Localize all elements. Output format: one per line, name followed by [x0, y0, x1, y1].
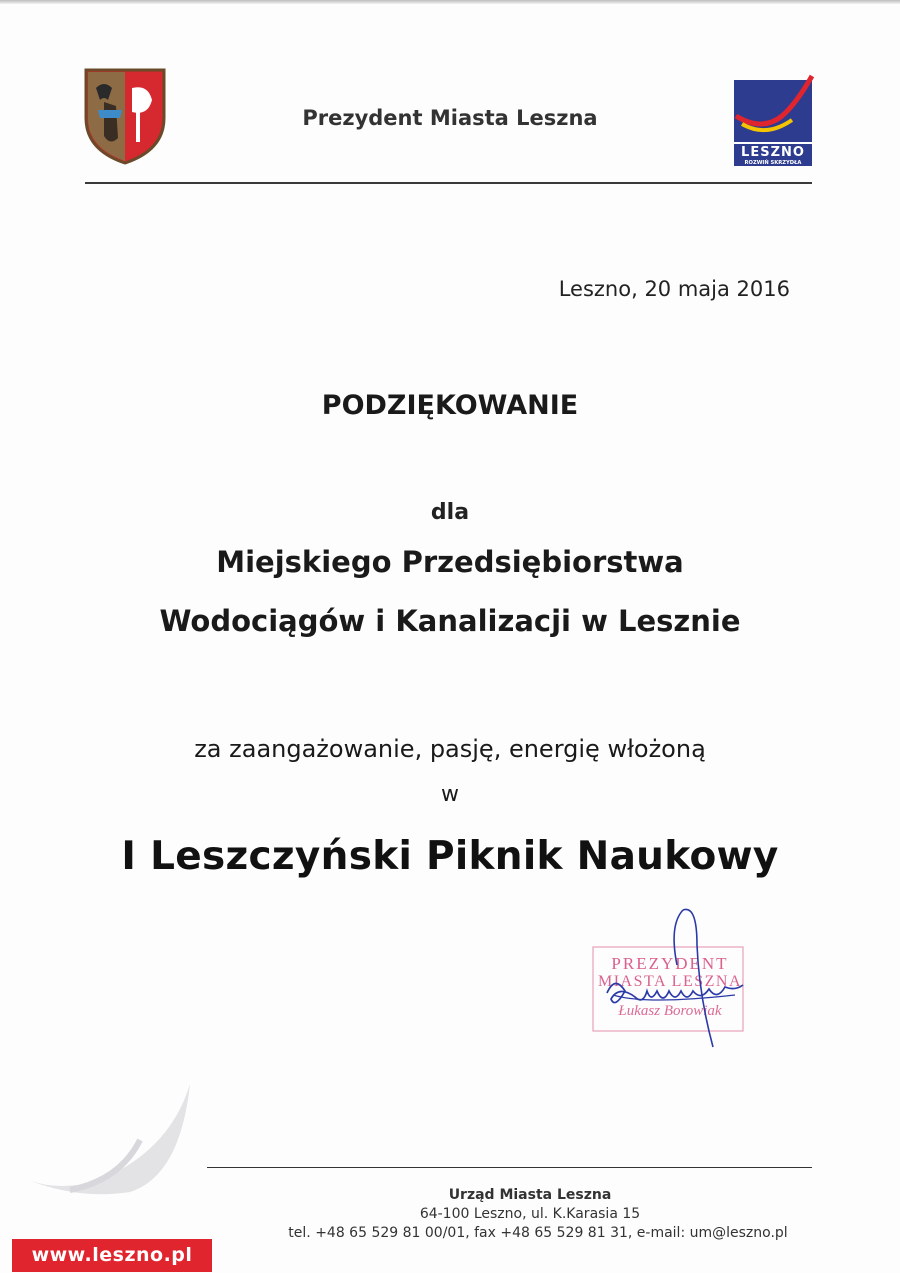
coat-of-arms-icon: [82, 66, 168, 166]
document-title: PODZIĘKOWANIE: [321, 390, 579, 421]
recipient-line-1: Miejskiego Przedsiębiorstwa: [216, 545, 684, 579]
footer-office-name: Urząd Miasta Leszna: [448, 1187, 612, 1203]
stamp-line-3: Łukasz Borowiak: [618, 1003, 722, 1019]
recipient-line-2: Wodociągów i Kanalizacji w Lesznie: [159, 604, 741, 638]
wing-watermark: [20, 1080, 220, 1210]
issuer-heading: Prezydent Miasta Leszna: [302, 106, 598, 130]
thanks-reason: za zaangażowanie, pasję, energię włożoną: [194, 735, 706, 763]
letter-date: Leszno, 20 maja 2016: [558, 277, 790, 301]
website-link[interactable]: www.leszno.pl: [12, 1239, 212, 1272]
header-divider: [85, 182, 812, 184]
leszno-logo: [732, 72, 814, 168]
stamp-line-2: MIASTA LESZNA: [598, 973, 742, 990]
footer-divider: [207, 1167, 812, 1168]
in-label: w: [441, 782, 459, 807]
event-name: I Leszczyński Piknik Naukowy: [121, 834, 779, 879]
footer-address: 64-100 Leszno, ul. K.Karasia 15: [419, 1206, 641, 1222]
scan-edge: [0, 0, 900, 4]
logo-slogan: ROZWIŃ SKRZYDŁA: [744, 160, 802, 166]
footer-contact: tel. +48 65 529 81 00/01, fax +48 65 529 81 31, e-mail: um@leszno.pl: [288, 1225, 788, 1241]
for-label: dla: [430, 500, 470, 525]
handwritten-signature: [585, 905, 755, 1055]
stamp-line-1: PREZYDENT: [611, 954, 729, 973]
logo-wordmark: LESZNO: [741, 145, 805, 160]
